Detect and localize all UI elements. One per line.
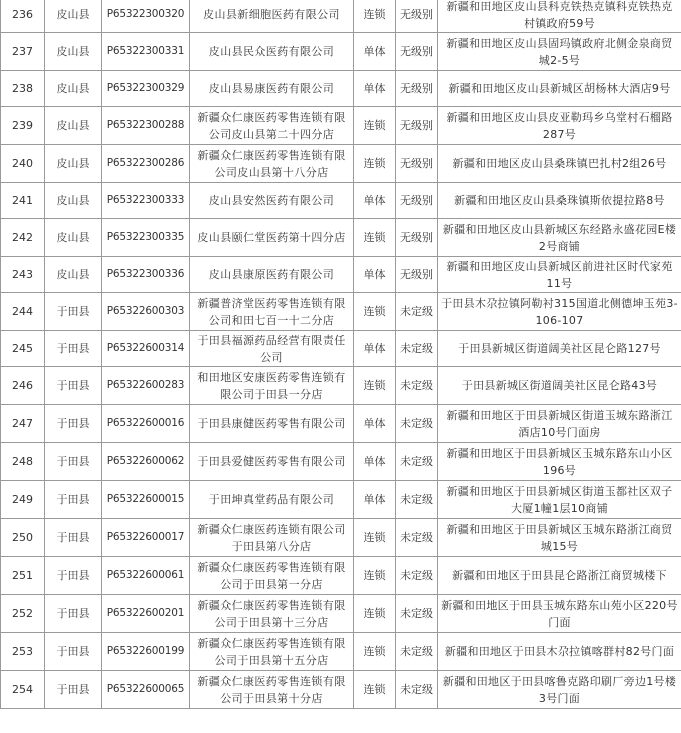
company-name-cell: 于田县爱健医药零售有限公司 — [190, 443, 354, 481]
row-number-cell: 252 — [1, 595, 45, 633]
row-number-cell: 254 — [1, 671, 45, 709]
address-cell: 新疆和田地区于田县新城区玉城东路东山小区196号 — [438, 443, 681, 481]
company-name-cell: 皮山县民众医药有限公司 — [190, 33, 354, 71]
table-row — [1, 0, 681, 33]
county-cell: 于田县 — [45, 519, 102, 557]
license-code-cell: P65322300320 — [102, 0, 190, 33]
county-cell: 于田县 — [45, 481, 102, 519]
grade-cell: 未定级 — [396, 519, 438, 557]
grade-cell: 无级别 — [396, 145, 438, 183]
row-number-cell: 249 — [1, 481, 45, 519]
table-row — [1, 219, 681, 257]
business-type-cell: 连锁 — [354, 0, 396, 33]
address-cell: 新疆和田地区于田县新城区街道玉城东路浙江酒店10号门面房 — [438, 405, 681, 443]
business-type-cell: 单体 — [354, 183, 396, 219]
license-code-cell: P65322300333 — [102, 183, 190, 219]
license-code-cell: P65322600314 — [102, 331, 190, 367]
county-cell: 皮山县 — [45, 0, 102, 33]
table-row — [1, 107, 681, 145]
license-code-cell: P65322300286 — [102, 145, 190, 183]
table-row — [1, 183, 681, 219]
table-row — [1, 257, 681, 293]
company-name-cell: 新疆众仁康医药零售连锁有限公司于田县第十三分店 — [190, 595, 354, 633]
table-row — [1, 519, 681, 557]
county-cell: 皮山县 — [45, 257, 102, 293]
license-code-cell: P65322300331 — [102, 33, 190, 71]
table-row — [1, 595, 681, 633]
license-code-cell: P65322600303 — [102, 293, 190, 331]
table-row — [1, 671, 681, 709]
business-type-cell: 连锁 — [354, 671, 396, 709]
business-type-cell: 连锁 — [354, 557, 396, 595]
grade-cell: 无级别 — [396, 257, 438, 293]
license-code-cell: P65322300335 — [102, 219, 190, 257]
grade-cell: 无级别 — [396, 219, 438, 257]
address-cell: 于田县新城区街道阔美社区昆仑路43号 — [438, 367, 681, 405]
row-number-cell: 238 — [1, 71, 45, 107]
address-cell: 新疆和田地区于田县喀鲁克路印刷厂旁边1号楼3号门面 — [438, 671, 681, 709]
business-type-cell: 单体 — [354, 257, 396, 293]
table-row — [1, 71, 681, 107]
company-name-cell: 皮山县易康医药有限公司 — [190, 71, 354, 107]
license-code-cell: P65322300288 — [102, 107, 190, 145]
county-cell: 于田县 — [45, 367, 102, 405]
county-cell: 皮山县 — [45, 107, 102, 145]
address-cell: 新疆和田地区于田县玉城东路东山苑小区220号门面 — [438, 595, 681, 633]
company-name-cell: 于田坤真堂药品有限公司 — [190, 481, 354, 519]
grade-cell: 无级别 — [396, 71, 438, 107]
business-type-cell: 连锁 — [354, 107, 396, 145]
business-type-cell: 连锁 — [354, 219, 396, 257]
row-number-cell: 244 — [1, 293, 45, 331]
address-cell: 新疆和田地区皮山县科克铁热克镇科克铁热克村镇政府59号 — [438, 0, 681, 33]
address-cell: 新疆和田地区皮山县新城区前进社区时代家苑11号 — [438, 257, 681, 293]
business-type-cell: 连锁 — [354, 293, 396, 331]
grade-cell: 未定级 — [396, 633, 438, 671]
county-cell: 于田县 — [45, 331, 102, 367]
license-code-cell: P65322600061 — [102, 557, 190, 595]
company-name-cell: 新疆众仁康医药零售连锁有限公司于田县第一分店 — [190, 557, 354, 595]
company-name-cell: 于田县福源药品经营有限责任公司 — [190, 331, 354, 367]
row-number-cell: 251 — [1, 557, 45, 595]
grade-cell: 无级别 — [396, 33, 438, 71]
row-number-cell: 241 — [1, 183, 45, 219]
table-row — [1, 557, 681, 595]
license-code-cell: P65322300329 — [102, 71, 190, 107]
license-code-cell: P65322600016 — [102, 405, 190, 443]
table-body — [1, 0, 681, 709]
grade-cell: 未定级 — [396, 595, 438, 633]
business-type-cell: 单体 — [354, 405, 396, 443]
table-row — [1, 405, 681, 443]
business-type-cell: 连锁 — [354, 367, 396, 405]
table-row — [1, 331, 681, 367]
table-row — [1, 145, 681, 183]
address-cell: 新疆和田地区于田县昆仑路浙江商贸城楼下 — [438, 557, 681, 595]
address-cell: 新疆和田地区皮山县桑珠镇巴扎村2组26号 — [438, 145, 681, 183]
address-cell: 新疆和田地区皮山县桑珠镇斯依提拉路8号 — [438, 183, 681, 219]
license-code-cell: P65322600199 — [102, 633, 190, 671]
row-number-cell: 240 — [1, 145, 45, 183]
row-number-cell: 239 — [1, 107, 45, 145]
address-cell: 新疆和田地区皮山县固玛镇政府北侧金泉商贸城2-5号 — [438, 33, 681, 71]
county-cell: 于田县 — [45, 293, 102, 331]
business-type-cell: 连锁 — [354, 595, 396, 633]
county-cell: 于田县 — [45, 671, 102, 709]
grade-cell: 无级别 — [396, 0, 438, 33]
address-cell: 于田县新城区街道阔美社区昆仑路127号 — [438, 331, 681, 367]
county-cell: 于田县 — [45, 633, 102, 671]
grade-cell: 未定级 — [396, 293, 438, 331]
address-cell: 于田县木尕拉镇阿勒衬315国道北侧德坤玉苑3-106-107 — [438, 293, 681, 331]
license-code-cell: P65322600015 — [102, 481, 190, 519]
company-name-cell: 新疆众仁康医药零售连锁有限公司于田县第十五分店 — [190, 633, 354, 671]
business-type-cell: 连锁 — [354, 145, 396, 183]
table-row — [1, 367, 681, 405]
table-row — [1, 633, 681, 671]
grade-cell: 未定级 — [396, 481, 438, 519]
license-code-cell: P65322300336 — [102, 257, 190, 293]
license-code-cell: P65322600062 — [102, 443, 190, 481]
business-type-cell: 单体 — [354, 443, 396, 481]
company-name-cell: 皮山县新细胞医药有限公司 — [190, 0, 354, 33]
county-cell: 皮山县 — [45, 145, 102, 183]
address-cell: 新疆和田地区于田县新城区街道玉都社区双子大厦1幢1层10商铺 — [438, 481, 681, 519]
license-code-cell: P65322600283 — [102, 367, 190, 405]
business-type-cell: 单体 — [354, 33, 396, 71]
company-name-cell: 于田县康健医药零售有限公司 — [190, 405, 354, 443]
grade-cell: 无级别 — [396, 107, 438, 145]
county-cell: 皮山县 — [45, 71, 102, 107]
company-name-cell: 皮山县颐仁堂医药第十四分店 — [190, 219, 354, 257]
license-code-cell: P65322600201 — [102, 595, 190, 633]
county-cell: 皮山县 — [45, 183, 102, 219]
table-row — [1, 443, 681, 481]
business-type-cell: 连锁 — [354, 519, 396, 557]
row-number-cell: 237 — [1, 33, 45, 71]
company-name-cell: 新疆众仁康医药零售连锁有限公司皮山县第二十四分店 — [190, 107, 354, 145]
table-row — [1, 481, 681, 519]
row-number-cell: 250 — [1, 519, 45, 557]
business-type-cell: 单体 — [354, 71, 396, 107]
table-row — [1, 33, 681, 71]
business-type-cell: 单体 — [354, 481, 396, 519]
county-cell: 皮山县 — [45, 219, 102, 257]
license-code-cell: P65322600017 — [102, 519, 190, 557]
address-cell: 新疆和田地区于田县新城区玉城东路浙江商贸城15号 — [438, 519, 681, 557]
address-cell: 新疆和田地区皮山县皮亚勒玛乡乌堂村石榴路287号 — [438, 107, 681, 145]
business-type-cell: 单体 — [354, 331, 396, 367]
county-cell: 于田县 — [45, 557, 102, 595]
company-name-cell: 新疆众仁康医药零售连锁有限公司皮山县第十八分店 — [190, 145, 354, 183]
table-row — [1, 293, 681, 331]
grade-cell: 未定级 — [396, 443, 438, 481]
grade-cell: 未定级 — [396, 367, 438, 405]
row-number-cell: 253 — [1, 633, 45, 671]
company-name-cell: 新疆众仁康医药连锁有限公司于田县第八分店 — [190, 519, 354, 557]
county-cell: 于田县 — [45, 443, 102, 481]
license-code-cell: P65322600065 — [102, 671, 190, 709]
grade-cell: 未定级 — [396, 331, 438, 367]
row-number-cell: 243 — [1, 257, 45, 293]
address-cell: 新疆和田地区于田县木尕拉镇喀群村82号门面 — [438, 633, 681, 671]
grade-cell: 未定级 — [396, 671, 438, 709]
county-cell: 于田县 — [45, 595, 102, 633]
grade-cell: 未定级 — [396, 405, 438, 443]
company-name-cell: 和田地区安康医药零售连锁有限公司于田县一分店 — [190, 367, 354, 405]
grade-cell: 未定级 — [396, 557, 438, 595]
business-type-cell: 连锁 — [354, 633, 396, 671]
company-name-cell: 皮山县康原医药有限公司 — [190, 257, 354, 293]
row-number-cell: 247 — [1, 405, 45, 443]
row-number-cell: 242 — [1, 219, 45, 257]
address-cell: 新疆和田地区皮山县新城区东经路永盛花园E楼2号商铺 — [438, 219, 681, 257]
county-cell: 于田县 — [45, 405, 102, 443]
county-cell: 皮山县 — [45, 33, 102, 71]
row-number-cell: 248 — [1, 443, 45, 481]
company-name-cell: 新疆普济堂医药零售连锁有限公司和田七百一十二分店 — [190, 293, 354, 331]
address-cell: 新疆和田地区皮山县新城区胡杨林大酒店9号 — [438, 71, 681, 107]
company-name-cell: 皮山县安然医药有限公司 — [190, 183, 354, 219]
row-number-cell: 245 — [1, 331, 45, 367]
grade-cell: 无级别 — [396, 183, 438, 219]
company-name-cell: 新疆众仁康医药零售连锁有限公司于田县第十分店 — [190, 671, 354, 709]
row-number-cell: 236 — [1, 0, 45, 33]
row-number-cell: 246 — [1, 367, 45, 405]
